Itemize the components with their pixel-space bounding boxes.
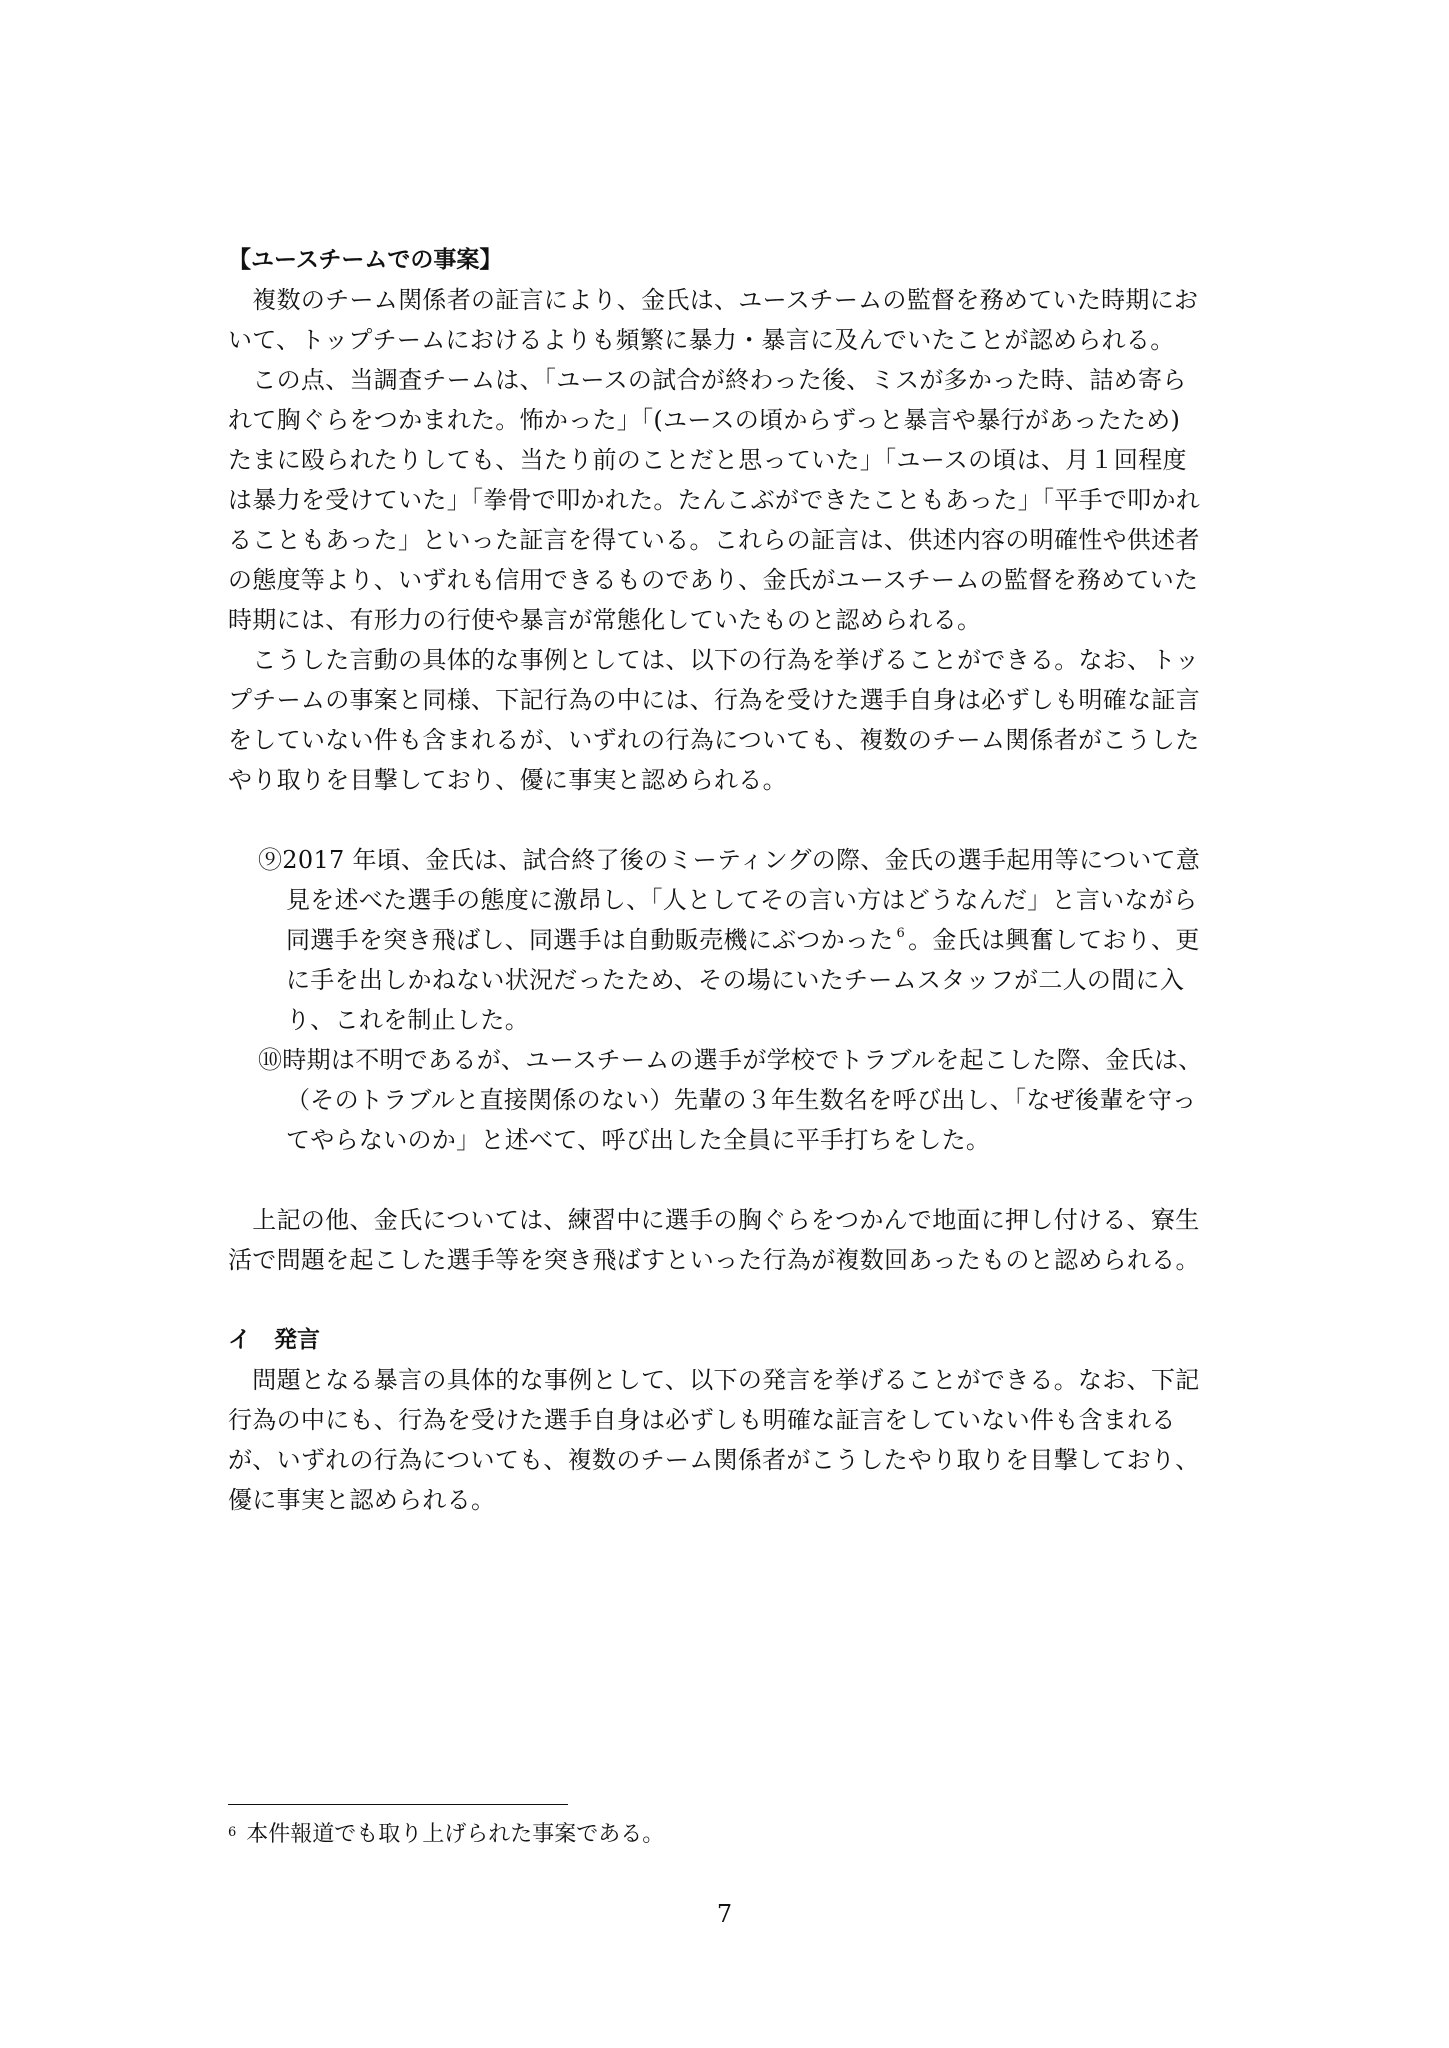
footnote-text: 本件報道でも取り上げられた事案である。 bbox=[246, 1822, 665, 1847]
footnote-mark: 6 bbox=[228, 1825, 237, 1840]
paragraph-2 bbox=[228, 360, 1268, 640]
document-body bbox=[228, 240, 1268, 1520]
paragraph-5 bbox=[228, 1360, 1268, 1520]
list-item-line: （そのトラブルと直接関係のない）先輩の３年生数名を呼び出し、「なぜ後輩を守っ bbox=[286, 1086, 1197, 1114]
paragraph-line: の態度等より、いずれも信用できるものであり、金氏がユースチームの監督を務めていた bbox=[228, 566, 1199, 594]
list-item-line bbox=[258, 920, 1268, 960]
list-item-line: てやらないのか」と述べて、呼び出した全員に平手打ちをした。 bbox=[286, 1126, 991, 1154]
paragraph-line: 活で問題を起こした選手等を突き飛ばすといった行為が複数回あったものと認められる。 bbox=[228, 1246, 1200, 1274]
paragraph-line: こうした言動の具体的な事例としては、以下の行為を挙げることができる。なお、トッ bbox=[228, 646, 1200, 674]
paragraph-line: 上記の他、金氏については、練習中に選手の胸ぐらをつかんで地面に押し付ける、寮生 bbox=[228, 1206, 1200, 1234]
list-item-text: 。金氏は興奮しており、更 bbox=[908, 926, 1200, 954]
subsection-heading: イ 発言 bbox=[228, 1327, 320, 1353]
list-item-line: 見を述べた選手の態度に激昂し、「人としてその言い方はどうなんだ」と言いながら bbox=[286, 886, 1198, 914]
section-heading: 【ユースチームでの事案】 bbox=[228, 247, 503, 273]
paragraph-1 bbox=[228, 280, 1268, 360]
list-item-text: 同選手を突き飛ばし、同選手は自動販売機にぶつかった bbox=[286, 926, 894, 954]
paragraph-line: いて、トップチームにおけるよりも頻繁に暴力・暴言に及んでいたことが認められる。 bbox=[228, 326, 1175, 354]
paragraph-3 bbox=[228, 640, 1268, 800]
paragraph-line: 時期には、有形力の行使や暴言が常態化していたものと認められる。 bbox=[228, 606, 982, 634]
paragraph-line: れて胸ぐらをつかまれた。怖かった」「(ユースの頃からずっと暴言や暴行があったため) bbox=[228, 406, 1181, 434]
list-item-line: ⑩時期は不明であるが、ユースチームの選手が学校でトラブルを起こした際、金氏は、 bbox=[258, 1046, 1203, 1074]
footnote-reference: 6 bbox=[896, 926, 906, 941]
paragraph-line: プチームの事案と同様、下記行為の中には、行為を受けた選手自身は必ずしも明確な証言 bbox=[228, 686, 1200, 714]
list-item-line: ⑨2017 年頃、金氏は、試合終了後のミーティングの際、金氏の選手起用等について意 bbox=[258, 846, 1201, 874]
paragraph-line: 優に事実と認められる。 bbox=[228, 1486, 496, 1514]
paragraph-line: をしていない件も含まれるが、いずれの行為についても、複数のチーム関係者がこうした bbox=[228, 726, 1200, 754]
paragraph-line: 複数のチーム関係者の証言により、金氏は、ユースチームの監督を務めていた時期にお bbox=[228, 286, 1199, 314]
paragraph-line: が、いずれの行為についても、複数のチーム関係者がこうしたやり取りを目撃しており、 bbox=[228, 1446, 1200, 1474]
footnote-divider bbox=[228, 1804, 568, 1805]
paragraph-line: この点、当調査チームは、「ユースの試合が終わった後、ミスが多かった時、詰め寄ら bbox=[228, 366, 1187, 394]
list-item-line: に手を出しかねない状況だったため、その場にいたチームスタッフが二人の間に入 bbox=[286, 966, 1185, 994]
paragraph-line: 行為の中にも、行為を受けた選手自身は必ずしも明確な証言をしていない件も含まれる bbox=[228, 1406, 1176, 1434]
footnote bbox=[228, 1818, 664, 1852]
spacer bbox=[228, 800, 1268, 840]
paragraph-line: 問題となる暴言の具体的な事例として、以下の発言を挙げることができる。なお、下記 bbox=[228, 1366, 1200, 1394]
paragraph-4 bbox=[228, 1200, 1268, 1280]
paragraph-line: たまに殴られたりしても、当たり前のことだと思っていた」「ユースの頃は、月１回程度 bbox=[228, 446, 1187, 474]
page-number: 7 bbox=[716, 1900, 733, 1928]
paragraph-line: やり取りを目撃しており、優に事実と認められる。 bbox=[228, 766, 787, 794]
paragraph-line: ることもあった」といった証言を得ている。これらの証言は、供述内容の明確性や供述者 bbox=[228, 526, 1200, 554]
spacer bbox=[228, 1160, 1268, 1200]
paragraph-line: は暴力を受けていた」「拳骨で叩かれた。たんこぶができたこともあった」「平手で叩かれ bbox=[228, 486, 1201, 514]
spacer bbox=[228, 1280, 1268, 1320]
list-item-line: り、これを制止した。 bbox=[286, 1006, 529, 1034]
list-item-10 bbox=[228, 1040, 1268, 1160]
list-item-9 bbox=[228, 840, 1268, 1040]
